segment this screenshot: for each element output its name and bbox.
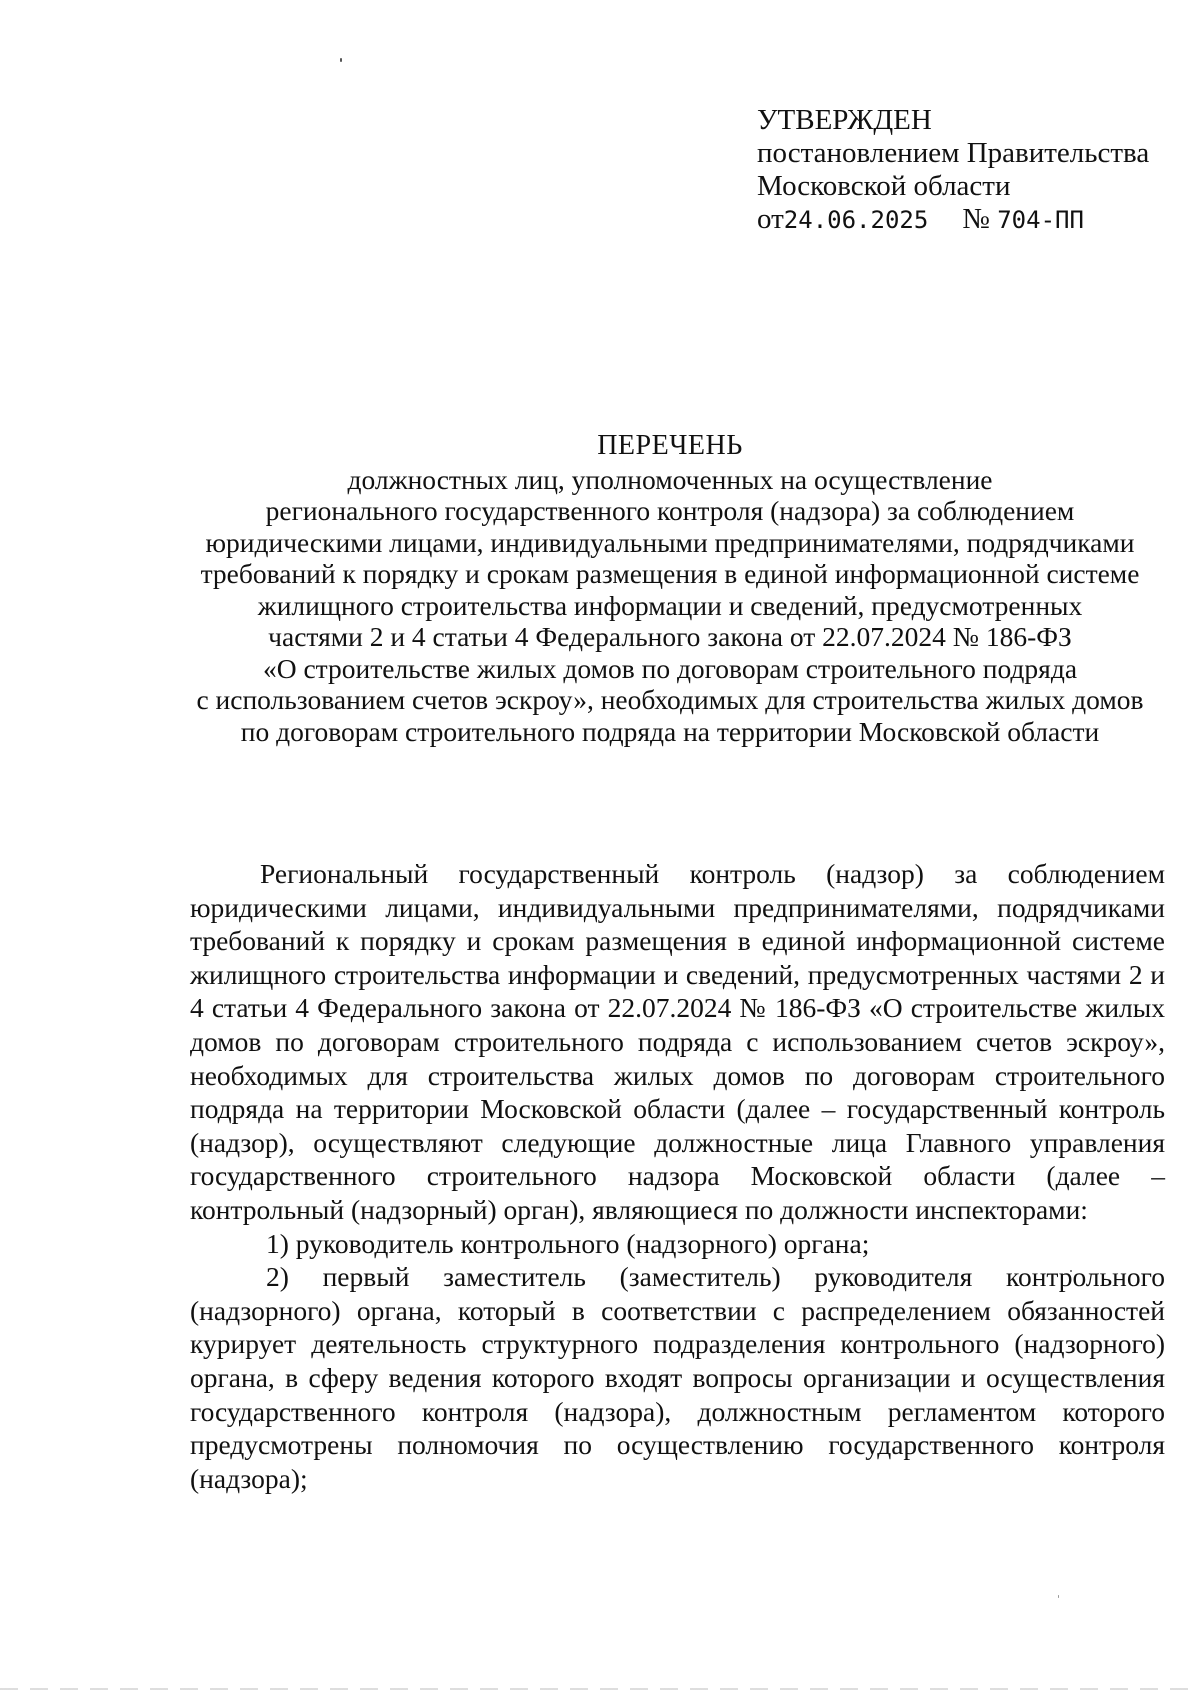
approval-heading: УТВЕРЖДЕН: [757, 104, 932, 136]
scan-edge-noise: [0, 1688, 1200, 1690]
intro-paragraph: Региональный государственный контроль (надзор) за соблюдением юридическими лицами, индивидуальными предпринимателями, подрядчиками требований к порядку и срокам размещения в единой информационной системе жилищного строительства информации и сведений, предусмотренных частями 2 и 4 статьи 4 Федерального закона от 22.07.2024 № 186-ФЗ «О строительстве жилых домов по договорам строительного подряда с использованием счетов эскроу», необходимых для строительства жилых домов по договорам строительного подряда на территории Московской области (далее – государственный контроль (надзор), осуществляют следующие должностные лица Главного управления государственного строительного надзора Московской области (далее – контрольный (надзорный) орган), являющиеся по должности инспекторами:: [190, 858, 1165, 1225]
list-item: 1) руководитель контрольного (надзорного) органа;: [266, 1227, 870, 1259]
approval-date: 24.06.2025: [783, 206, 929, 234]
title-line: юридическими лицами, индивидуальными предпринимателями, подрядчиками: [205, 526, 1135, 558]
title-line: регионального государственного контроля (надзора) за соблюдением: [265, 495, 1075, 526]
approval-block: [757, 104, 1177, 237]
title-line: по договорам строительного подряда на территории Московской области: [240, 715, 1100, 747]
approval-date-line: [757, 203, 1177, 237]
title-line: требований к порядку и срокам размещения в единой информационной системе: [200, 558, 1140, 589]
approval-number: 704-ПП: [997, 206, 1084, 234]
approval-resolution: постановлением Правительства: [757, 137, 1150, 169]
number-prefix: №: [962, 203, 990, 235]
title-line: должностных лиц, уполномоченных на осуществление: [347, 463, 993, 495]
document-title: [150, 430, 1190, 747]
title-line: частями 2 и 4 статьи 4 Федерального закона от 22.07.2024 № 186-ФЗ: [268, 621, 1072, 652]
title-line: жилищного строительства информации и сведений, предусмотренных: [257, 589, 1083, 621]
title-line: «О строительстве жилых домов по договорам строительного подряда: [262, 652, 1078, 684]
list-item: 2) первый заместитель (заместитель) руководителя контрольного (надзорного) органа, который в соответствии с распределением обязанностей курирует деятельность структурного подразделения контрольного (надзорного) органа, в сферу ведения которого входят вопросы организации и осуществления государственного контроля (надзора), должностным регламентом которого предусмотрены полномочия по осуществлению государственного контроля (надзора);: [190, 1261, 1165, 1494]
document-body: [190, 857, 1165, 1495]
scan-speck: [1058, 1595, 1059, 1598]
date-prefix: от: [757, 203, 784, 235]
approval-region: Московской области: [757, 170, 1011, 202]
title-heading: ПЕРЕЧЕНЬ: [597, 430, 743, 461]
title-line: с использованием счетов эскроу», необходимых для строительства жилых домов: [196, 684, 1144, 715]
scan-speck: [340, 58, 342, 62]
